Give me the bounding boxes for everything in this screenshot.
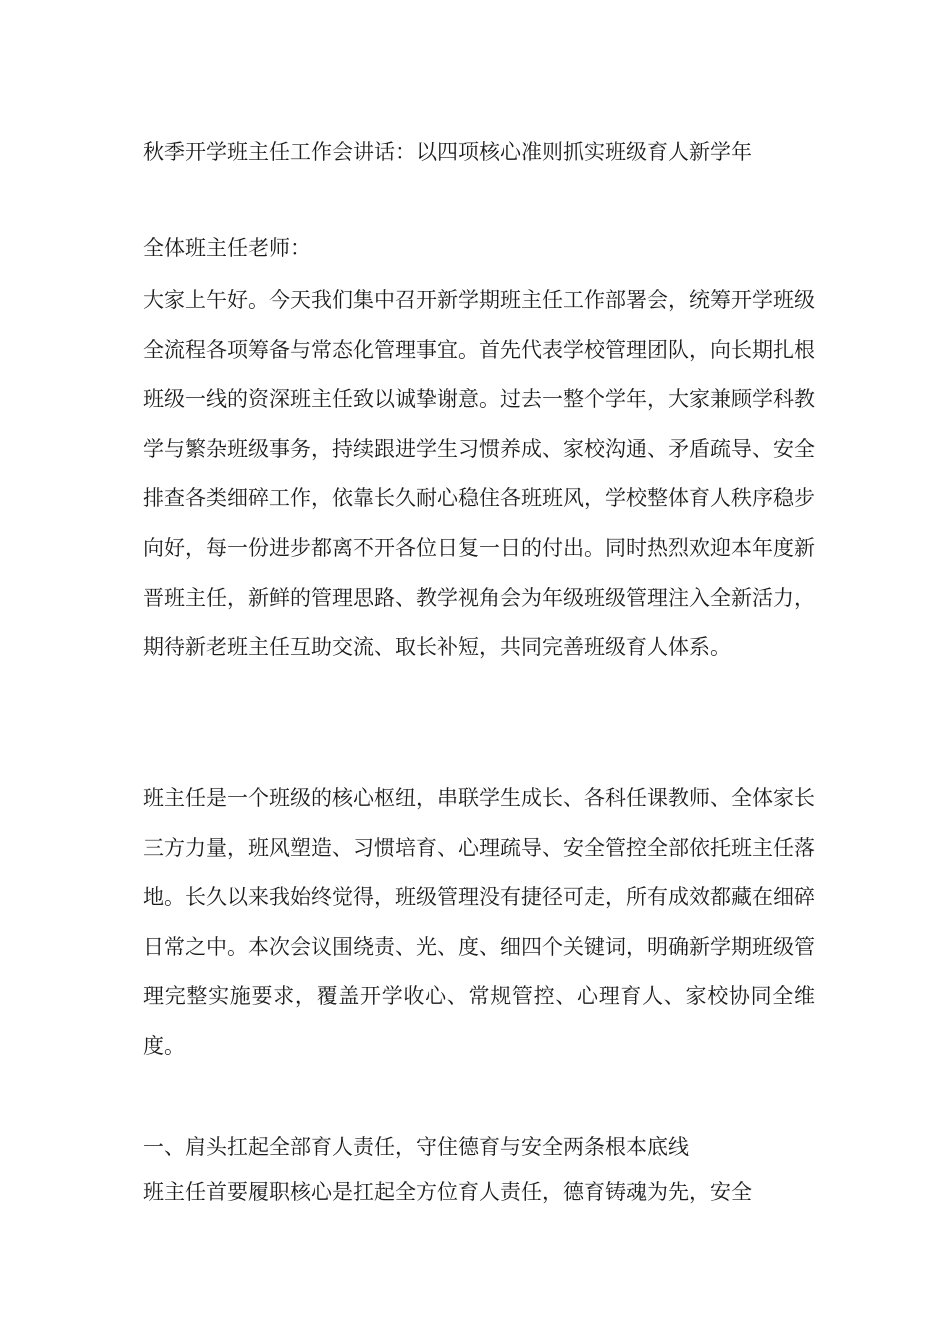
salutation: 全体班主任老师： — [143, 236, 311, 260]
document-title: 秋季开学班主任工作会讲话：以四项核心准则抓实班级育人新学年 — [143, 140, 752, 164]
section-heading: 一、肩头扛起全部育人责任，守住德育与安全两条根本底线 — [143, 1135, 689, 1159]
section-text: 班主任首要履职核心是扛起全方位育人责任，德育铸魂为先，安全 — [143, 1180, 752, 1204]
paragraph-role: 班主任是一个班级的核心枢纽，串联学生成长、各科任课教师、全体家长三方力量，班风塑造、习惯培育、心理疏导、安全管控全部依托班主任落地。长久以来我始终觉得，班级管理没有捷径可走，所有成效都藏在细碎日常之中。本次会议围绕责、光、度、细四个关键词，明确新学期班级管理完整实施要求，覆盖开学收心、常规管控、心理育人、家校协同全维度。 — [143, 786, 815, 1058]
paragraph-opening: 大家上午好。今天我们集中召开新学期班主任工作部署会，统筹开学班级全流程各项筹备与常态化管理事宜。首先代表学校管理团队，向长期扎根班级一线的资深班主任致以诚挚谢意。过去一整个学年，大家兼顾学科教学与繁杂班级事务，持续跟进学生习惯养成、家校沟通、矛盾疏导、安全排查各类细碎工作，依靠长久耐心稳住各班班风，学校整体育人秩序稳步向好，每一份进步都离不开各位日复一日的付出。同时热烈欢迎本年度新晋班主任，新鲜的管理思路、教学视角会为年级班级管理注入全新活力，期待新老班主任互助交流、取长补短，共同完善班级育人体系。 — [143, 288, 815, 660]
